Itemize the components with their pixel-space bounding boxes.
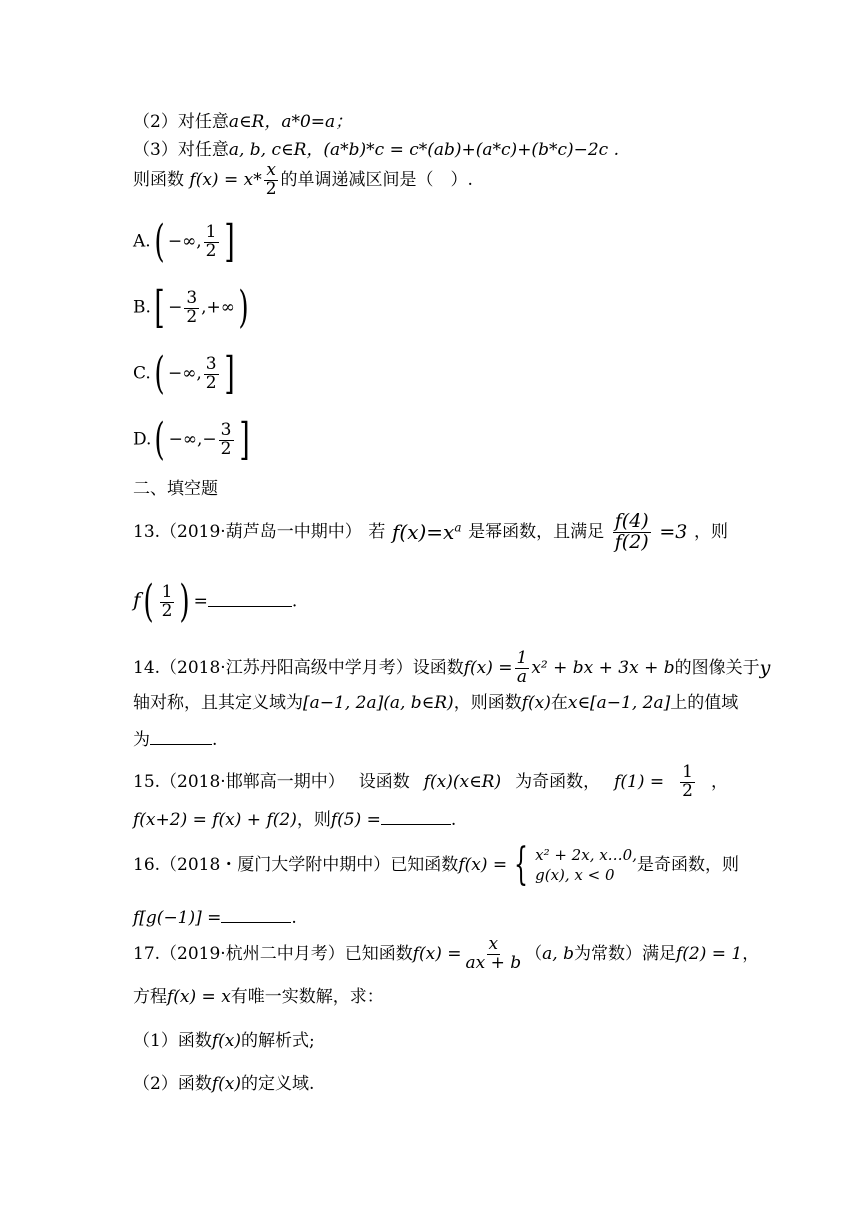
q17-line-2 <box>133 987 384 1007</box>
q16-target: f[g(−1)] = <box>133 908 222 928</box>
q14-axis-variable: y <box>759 656 771 679</box>
q13-text: ，则 <box>694 522 728 543</box>
q14-line-1 <box>133 648 771 687</box>
q12-stem <box>133 162 473 199</box>
option-label: D. <box>133 429 152 450</box>
condition-2 <box>133 112 352 132</box>
q14-fraction <box>515 650 530 687</box>
q17-text: 已知函数 <box>344 944 413 965</box>
option-open-bracket: [ <box>154 282 165 333</box>
q13-func-base: f(x)=x <box>391 520 455 545</box>
q13-answer-blank[interactable] <box>208 589 292 607</box>
q12-stem-prefix: 则函数 <box>133 169 184 190</box>
q17-constants: a, b <box>542 944 574 965</box>
section-title <box>133 479 218 499</box>
option-fraction <box>219 419 234 459</box>
q14-text: 的图像关于 <box>674 658 760 679</box>
option-left: − <box>168 297 183 318</box>
option-open-bracket: ( <box>154 414 166 465</box>
q13-answer-num: 1 <box>161 581 173 602</box>
option-left: −∞, <box>167 363 202 384</box>
q14-frac-den: a <box>516 666 527 687</box>
q14-end: . <box>212 730 218 750</box>
q15-func: f(x)(x∈R) <box>423 772 502 793</box>
q17-condition: f(2) = 1 <box>676 944 743 965</box>
q15-relation: f(x+2) = f(x) + f(2) <box>133 810 297 830</box>
condition-2-text: （2）对任意 <box>133 112 229 132</box>
q15-frac-den: 2 <box>682 780 693 801</box>
q15-line-1 <box>133 764 728 801</box>
q14-text: 轴对称，且其定义域为 <box>133 693 303 713</box>
q17-equation: f(x) = x <box>167 987 231 1007</box>
q13-close-paren: ) <box>179 576 191 627</box>
option-label: A. <box>133 231 151 252</box>
condition-2-math: a∈R，a*0=a； <box>228 112 353 132</box>
q13-open-paren: ( <box>143 576 155 627</box>
q16-end: . <box>291 908 297 928</box>
q14-func-ref: f(x) <box>521 693 551 713</box>
q17-sub-2 <box>133 1074 314 1094</box>
option-fraction <box>204 353 219 393</box>
q17-sub2-prefix: （2）函数 <box>133 1074 212 1094</box>
q16-piecewise <box>507 839 637 890</box>
condition-3 <box>133 140 619 160</box>
q14-expression: x² + bx + 3x + b <box>531 658 675 679</box>
q17-comma: ， <box>742 944 760 965</box>
q14-func: f(x) = <box>463 658 513 679</box>
q12-option-a <box>133 216 238 267</box>
option-close-bracket: ] <box>238 414 250 465</box>
q15-text: ，则 <box>296 810 331 830</box>
q15-number: 15.（2018·邯郸高一期中） <box>133 772 345 793</box>
q17-sub1-prefix: （1）函数 <box>133 1031 212 1051</box>
q15-comma: ， <box>710 772 728 793</box>
option-left: −∞, <box>167 231 202 252</box>
q14-number: 14.（2018·江苏丹阳高级中学月考） <box>133 658 413 679</box>
q13-line-2 <box>133 576 298 627</box>
option-fraction <box>184 287 199 327</box>
q17-frac-num: x <box>488 934 499 954</box>
q15-fraction <box>680 764 695 801</box>
q13-text: 若 <box>368 522 386 543</box>
q13-text: 是幂函数，且满足 <box>468 522 605 543</box>
q14-text: 在 <box>550 693 568 713</box>
option-close-bracket: ] <box>223 216 235 267</box>
q15-target: f(5) = <box>330 810 381 830</box>
q13-answer-fraction <box>160 581 175 621</box>
q17-text: （ <box>525 944 543 965</box>
option-frac-num: 3 <box>186 287 198 308</box>
q12-option-d <box>133 414 253 465</box>
q12-option-b <box>133 282 252 333</box>
q13-frac-num: f(4) <box>614 510 649 532</box>
condition-3-math: a, b, c∈R，(a*b)*c = c*(ab)+(a*c)+(b*c)−2c . <box>228 140 619 160</box>
q14-frac-num: 1 <box>516 648 528 668</box>
q14-text: 为 <box>133 730 150 750</box>
q14-line-2 <box>133 693 738 713</box>
q15-answer-blank[interactable] <box>381 807 451 825</box>
q13-line-1 <box>133 512 728 553</box>
option-sign: ,+∞ <box>201 297 235 318</box>
option-fraction <box>204 221 219 261</box>
q12-frac-num: x <box>266 160 276 180</box>
q13-end: . <box>291 591 298 612</box>
q13-ratio-value: =3 <box>659 521 688 544</box>
option-frac-den: 2 <box>205 240 217 261</box>
q13-power-func <box>392 520 461 544</box>
q15-end: . <box>450 810 457 830</box>
q16-number: 16.（2018・厦门大学附中期中） <box>133 854 391 875</box>
q13-frac-den: f(2) <box>614 530 649 553</box>
q12-option-c <box>133 348 238 399</box>
q15-line-2 <box>133 807 456 830</box>
q13-number: 13.（2019·葫芦岛一中期中） <box>133 522 362 543</box>
option-frac-num: 3 <box>205 353 217 374</box>
q16-brace: { <box>514 839 529 890</box>
q17-fraction <box>464 936 524 973</box>
q17-sub1-suffix: 的解析式; <box>240 1031 315 1051</box>
q17-text: 方程 <box>133 987 167 1007</box>
q17-frac-den: ax + b <box>465 952 522 973</box>
q16-cases <box>535 845 637 886</box>
q17-line-1 <box>133 934 760 973</box>
option-frac-num: 1 <box>205 221 217 242</box>
q17-sub2-suffix: 的定义域. <box>240 1074 315 1094</box>
q17-text: 有唯一实数解，求： <box>230 987 384 1007</box>
q17-sub2-func: f(x) <box>211 1074 241 1094</box>
q17-text: 为常数）满足 <box>574 944 676 965</box>
q16-func: f(x) = <box>458 854 508 875</box>
q17-number: 17.（2019·杭州二中月考） <box>133 944 345 965</box>
q16-text: 已知函数 <box>390 854 459 875</box>
q14-domain: [a−1, 2a](a, b∈R) <box>303 693 454 713</box>
q16-case-2: g(x), x < 0 <box>535 866 615 884</box>
q16-case-1: x² + 2x, x…0, <box>535 845 637 864</box>
option-close-bracket: ) <box>238 282 249 333</box>
q13-answer-func: f <box>133 587 141 612</box>
option-frac-num: 3 <box>220 419 232 440</box>
q12-stem-func: f(x) = x* <box>189 169 262 190</box>
q13-equals: = <box>193 591 208 612</box>
q17-func: f(x) = <box>412 944 462 965</box>
q17-sub1-func: f(x) <box>211 1031 241 1051</box>
option-left: −∞,− <box>168 429 217 450</box>
section-title-text: 二、填空题 <box>133 479 218 499</box>
q14-text: ，则函数 <box>453 693 522 713</box>
q15-value-func: f(1) = <box>614 772 665 793</box>
q14-text: 上的值域 <box>670 693 739 713</box>
q12-frac-den: 2 <box>265 178 277 199</box>
q16-text: 是奇函数，则 <box>637 854 739 875</box>
q16-answer-blank[interactable] <box>221 905 291 923</box>
q15-text: 设函数 <box>358 772 410 793</box>
condition-3-text: （3）对任意 <box>133 140 229 160</box>
q14-answer-blank[interactable] <box>150 727 212 745</box>
option-frac-den: 2 <box>220 438 232 459</box>
q16-line-1 <box>133 839 739 890</box>
q16-line-2 <box>133 905 297 928</box>
q15-text: 为奇函数， <box>515 772 601 793</box>
option-frac-den: 2 <box>205 372 217 393</box>
q14-interval: x∈[a−1, 2a] <box>567 693 671 713</box>
q13-fraction <box>613 512 651 553</box>
option-open-bracket: ( <box>154 216 165 267</box>
option-close-bracket: ] <box>224 348 235 399</box>
q14-line-3 <box>133 727 217 750</box>
option-label: B. <box>133 297 151 318</box>
q13-func-exp: a <box>454 520 462 535</box>
q17-sub-1 <box>133 1031 315 1051</box>
q15-frac-num: 1 <box>682 762 693 782</box>
option-frac-den: 2 <box>186 306 198 327</box>
q12-stem-suffix: 的单调递减区间是（ ）. <box>280 169 473 190</box>
option-label: C. <box>133 363 151 384</box>
q13-answer-den: 2 <box>161 600 173 621</box>
q14-text: 设函数 <box>412 658 464 679</box>
option-open-bracket: ( <box>154 348 165 399</box>
q12-stem-fraction <box>264 162 279 199</box>
